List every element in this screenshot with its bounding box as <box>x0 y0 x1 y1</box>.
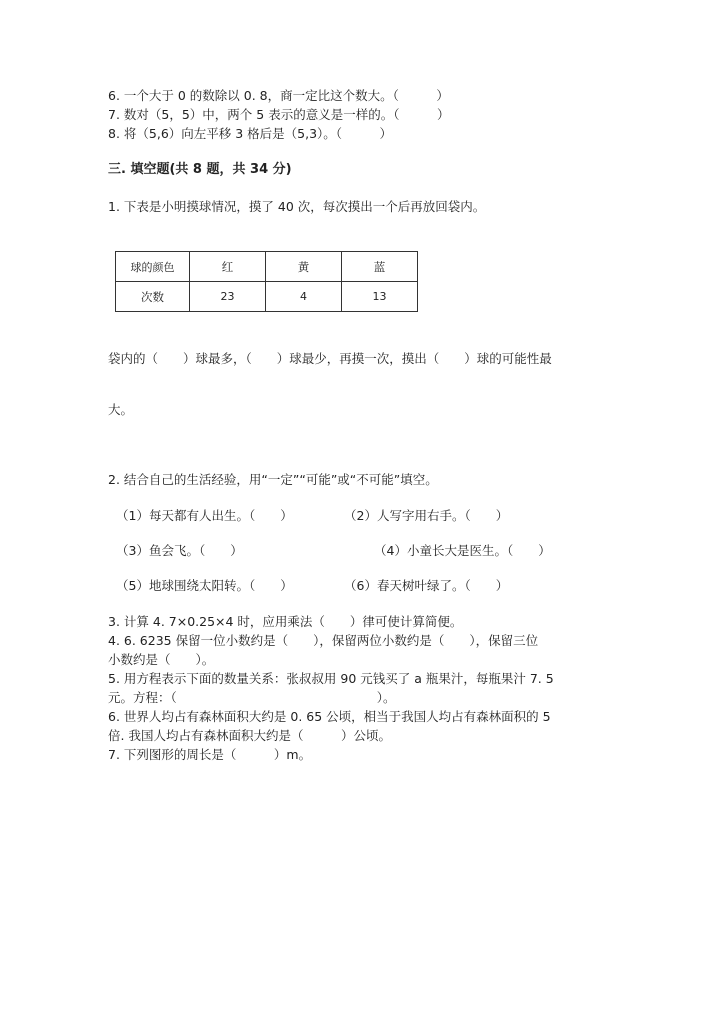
fill-q2-item: （6）春天树叶绿了。（ ） <box>344 578 509 593</box>
fill-q2-item: （3）鱼会飞。（ ） <box>116 543 243 558</box>
fill-q2-item: （1）每天都有人出生。（ ） <box>116 508 293 523</box>
fill-q2-text: 2. 结合自己的生活经验，用“一定”“可能”或“不可能”填空。 <box>108 472 438 487</box>
table-cell: 4 <box>266 282 342 312</box>
ball-draw-table <box>115 251 418 312</box>
fill-q2-item: （4）小童长大是医生。（ ） <box>374 543 551 558</box>
judgement-q6: 6. 一个大于 0 的数除以 0. 8，商一定比这个数大。（ ） <box>108 88 449 103</box>
table-cell: 球的颜色 <box>116 252 190 282</box>
fill-q4-line1: 4. 6. 6235 保留一位小数约是（ ），保留两位小数约是（ ），保留三位 <box>108 633 539 648</box>
table-cell: 红 <box>190 252 266 282</box>
fill-q4-line2: 小数约是（ ）。 <box>108 652 215 667</box>
table-cell: 次数 <box>116 282 190 312</box>
table-cell: 黄 <box>266 252 342 282</box>
fill-q6-line1: 6. 世界人均占有森林面积大约是 0. 65 公顷，相当于我国人均占有森林面积的 5 <box>108 709 551 724</box>
table-row <box>116 282 418 312</box>
fill-q1-line2: 大。 <box>108 402 134 417</box>
section-heading: 三. 填空题(共 8 题，共 34 分) <box>108 162 292 177</box>
fill-q1-text: 1. 下表是小明摸球情况，摸了 40 次，每次摸出一个后再放回袋内。 <box>108 199 486 214</box>
fill-q5-line2: 元。方程：（ ）。 <box>108 690 396 705</box>
table-header-row <box>116 252 418 282</box>
fill-q1-line1: 袋内的（ ）球最多，（ ）球最少，再摸一次，摸出（ ）球的可能性最 <box>108 351 552 366</box>
judgement-q7: 7. 数对（5，5）中，两个 5 表示的意义是一样的。（ ） <box>108 107 450 122</box>
table-cell: 13 <box>342 282 418 312</box>
fill-q7: 7. 下列图形的周长是（ ）m。 <box>108 747 312 762</box>
judgement-q8: 8. 将（5,6）向左平移 3 格后是（5,3）。（ ） <box>108 126 393 141</box>
fill-q2-item: （5）地球围绕太阳转。（ ） <box>116 578 293 593</box>
table-cell: 蓝 <box>342 252 418 282</box>
table-cell: 23 <box>190 282 266 312</box>
fill-q6-line2: 倍. 我国人均占有森林面积大约是（ ）公顷。 <box>108 728 391 743</box>
fill-q2-item: （2）人写字用右手。（ ） <box>344 508 509 523</box>
fill-q5-line1: 5. 用方程表示下面的数量关系：张叔叔用 90 元钱买了 a 瓶果汁，每瓶果汁 7. 5 <box>108 671 554 686</box>
fill-q3: 3. 计算 4. 7×0.25×4 时，应用乘法（ ）律可使计算简便。 <box>108 614 463 629</box>
